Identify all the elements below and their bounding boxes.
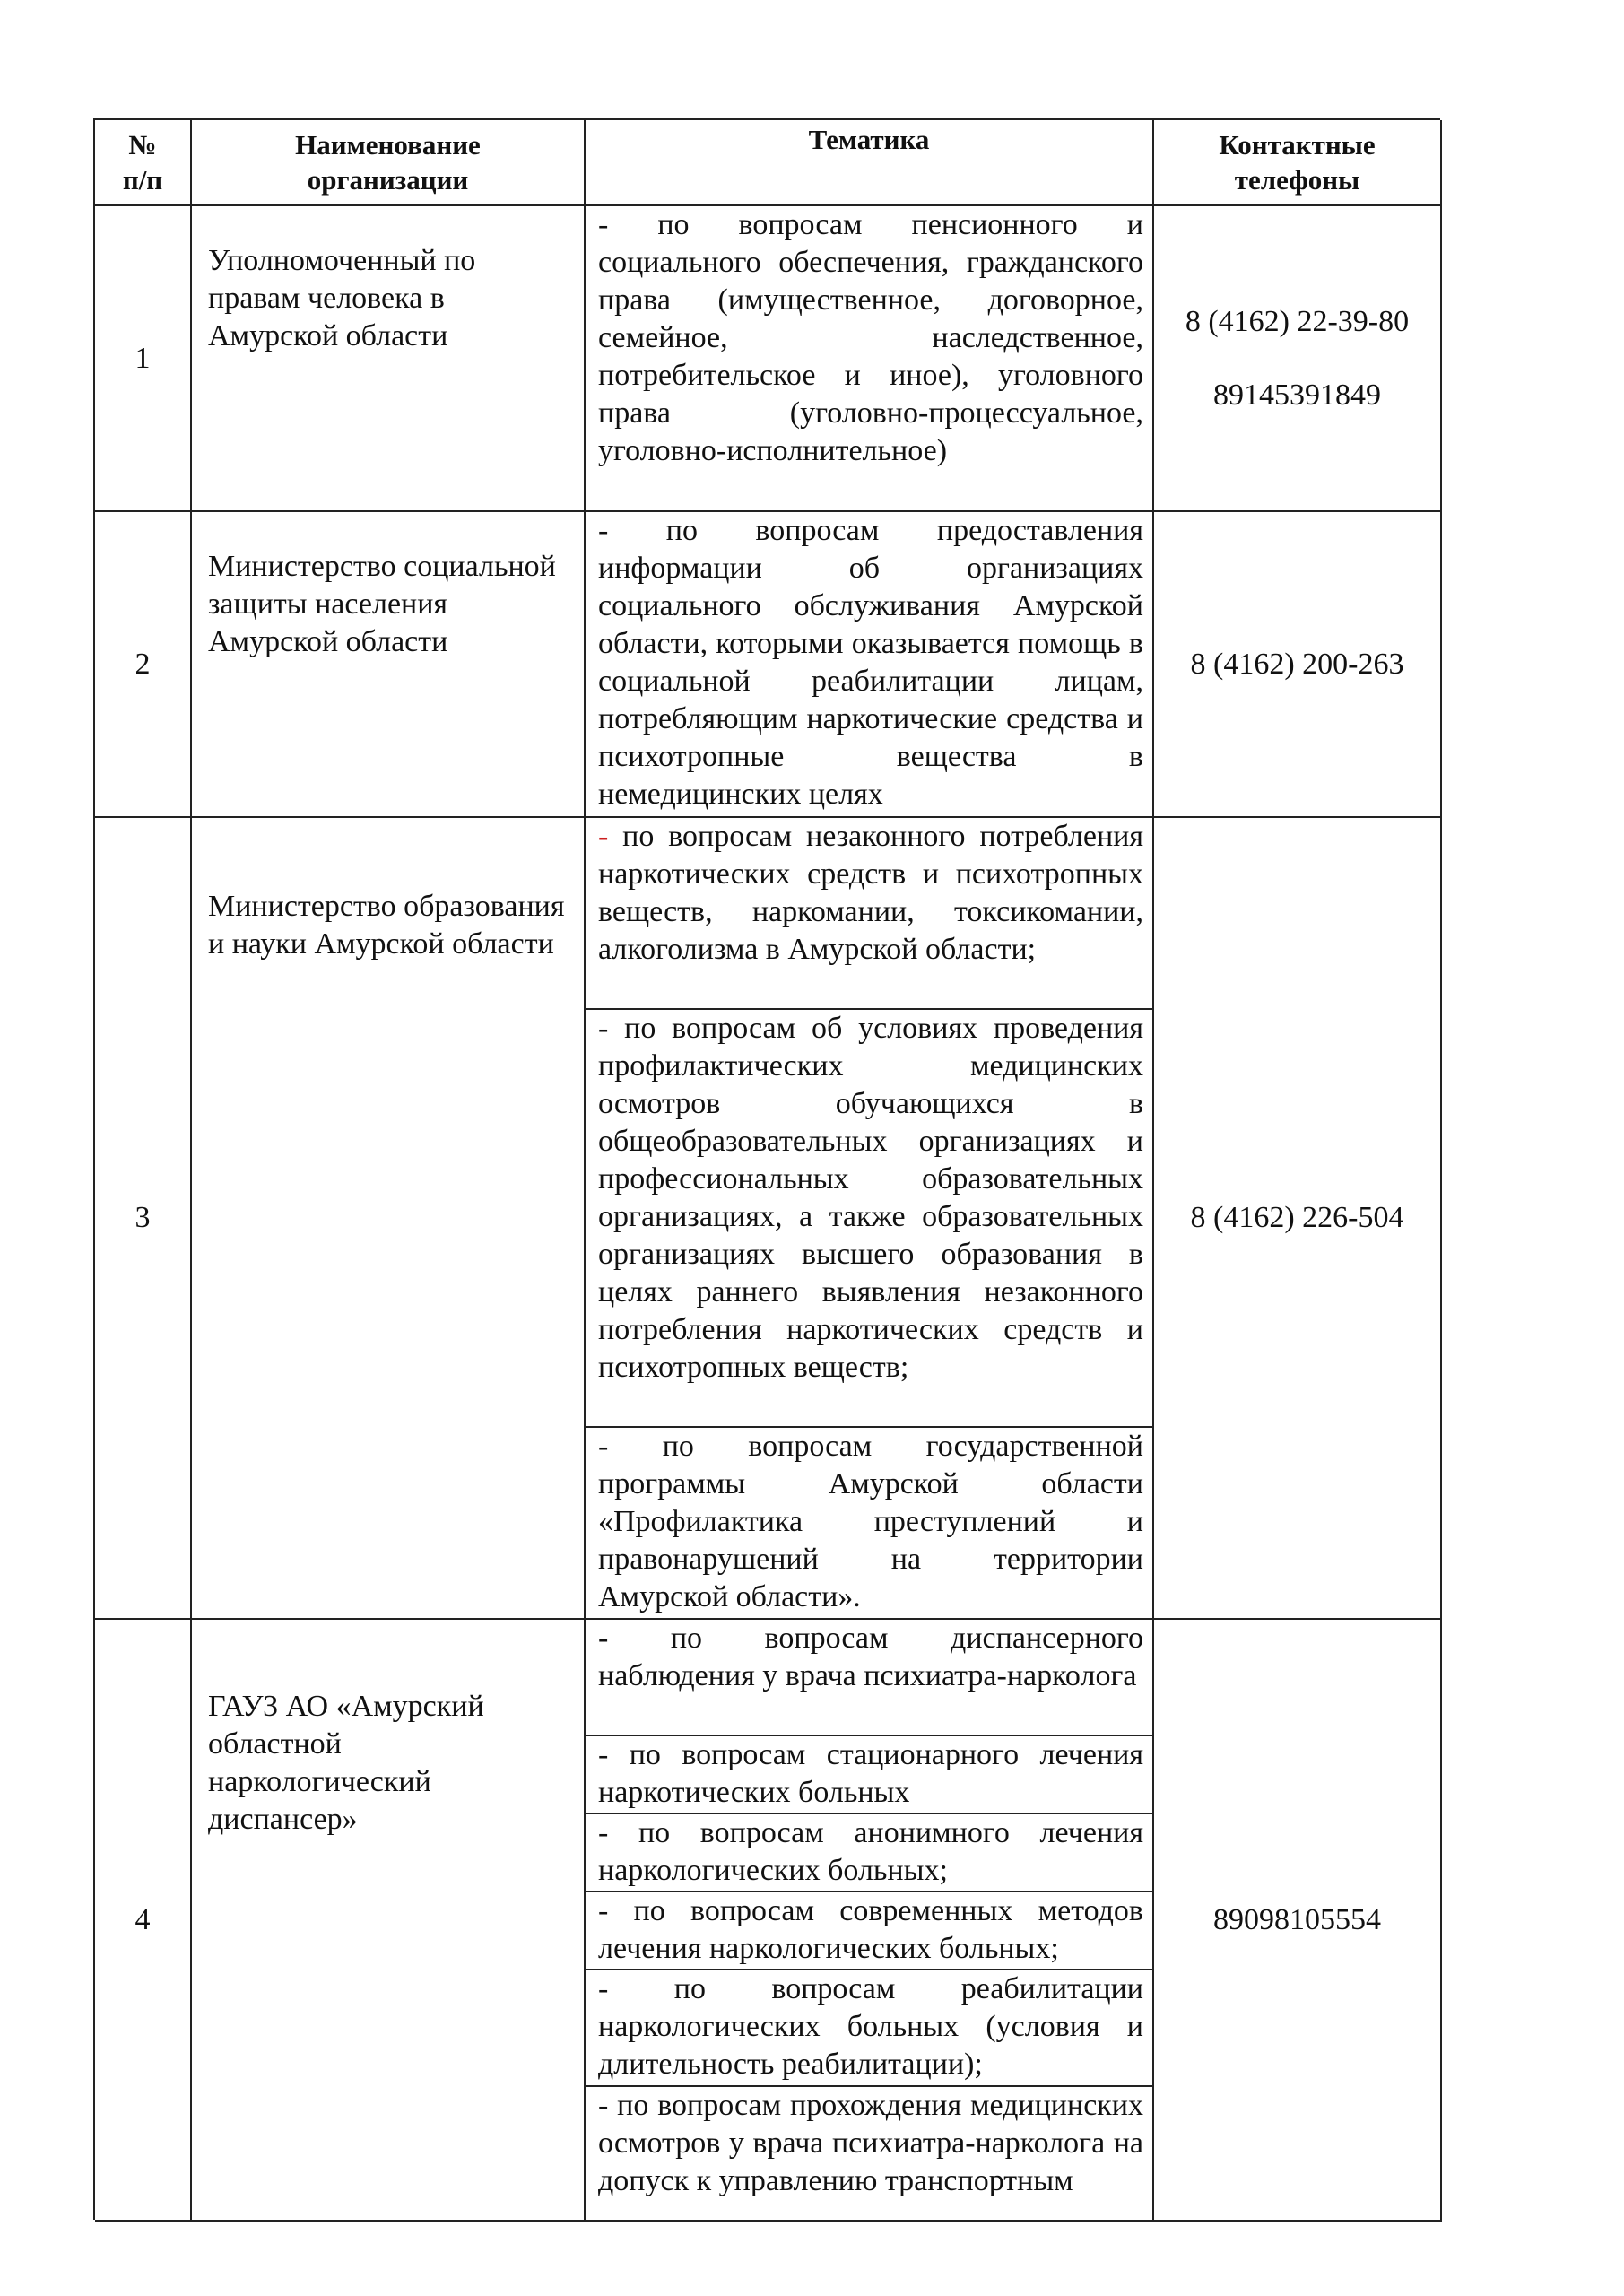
header-theme [586,120,1154,206]
row-3-topic-3: - по вопросам государственной программы Амурской области «Профилактика преступлений и правонарушений на территории Амурской области». [598,1430,1143,1613]
row-4-topic-2: - по вопросам стационарного лечения наркотических больных [586,1736,1152,1814]
header-phones [1154,120,1442,206]
header-organization-line1: Наименование [295,129,481,161]
row-4-phones [1154,1620,1442,2222]
row-4-organization: ГАУЗ АО «Амурский областной наркологический диспансер» [192,1620,586,2222]
row-4-topic-4: - по вопросам современных методов лечения наркологических больных; [586,1892,1152,1970]
row-4-topic-1: - по вопросам диспансерного наблюдения у врача психиатра-нарколога [586,1620,1152,1736]
row-3-topic-1-dash: - [598,820,609,853]
header-number [95,120,192,206]
row-1-number: 1 [95,206,192,512]
row-4-topics [586,1620,1154,2222]
header-theme-label: Тематика [808,124,930,155]
header-number-line1: № [128,129,157,161]
row-2-topics [586,512,1154,818]
row-4-phone-1: 89098105554 [1213,1902,1381,1936]
row-2-phone-1: 8 (4162) 200-263 [1190,647,1404,681]
header-organization-line2: организации [307,164,469,196]
row-3-topic-1-text: по вопросам незаконного потребления наркотических средств и психотропных веществ, наркомании, токсикомании, алкоголизма в Амурской области; [598,820,1143,966]
row-4-topic-6: - по вопросам прохождения медицинских осмотров у врача психиатра-нарколога на допуск к управлению транспортным [598,2089,1143,2197]
row-2-topic-1: - по вопросам предоставления информации об организациях социального обслуживания Амурской области, которыми оказывается помощь в социальной реабилитации лицам, потребляющим наркотические средства и психотропные вещества в немедицинских целях [598,514,1143,811]
row-3-phone-1: 8 (4162) 226-504 [1190,1201,1404,1234]
header-organization [192,120,586,206]
row-4-number: 4 [95,1620,192,2222]
row-3-topic-2: - по вопросам об условиях проведения профилактических медицинских осмотров обучающихся в общеобразовательных организациях и профессиональных образовательных организациях, а также образовательных организациях высшего образования в целях раннего выявления незаконного потребления наркотических средств и психотропных веществ; [586,1010,1152,1428]
row-4-topic-3: - по вопросам анонимного лечения наркологических больных; [586,1814,1152,1892]
row-1-topics [586,206,1154,512]
contacts-table [93,118,1440,2220]
header-phones-line2: телефоны [1234,164,1360,196]
row-1-phones [1154,206,1442,512]
row-2-organization: Министерство социальной защиты населения Амурской области [192,512,586,818]
row-3-topics [586,818,1154,1620]
row-1-phone-1: 8 (4162) 22-39-80 [1185,304,1410,338]
row-3-phones [1154,818,1442,1620]
header-phones-line1: Контактные [1219,129,1376,161]
row-3-topic-1 [586,818,1152,1010]
row-3-number: 3 [95,818,192,1620]
row-1-organization: Уполномоченный по правам человека в Амурской области [192,206,586,512]
row-1-topic-1: - по вопросам пенсионного и социального обеспечения, гражданского права (имущественное, договорное, семейное, наследственное, потребительское и иное), уголовного права (уголовно-процессуальное, уголовно-исполнительное) [598,208,1143,467]
row-3-organization: Министерство образования и науки Амурской области [192,818,586,1620]
row-2-number: 2 [95,512,192,818]
header-number-line2: п/п [122,164,163,196]
row-1-phone-2: 89145391849 [1213,378,1381,412]
row-2-phones [1154,512,1442,818]
row-4-topic-5: - по вопросам реабилитации наркологических больных (условия и длительность реабилитации); [586,1970,1152,2087]
